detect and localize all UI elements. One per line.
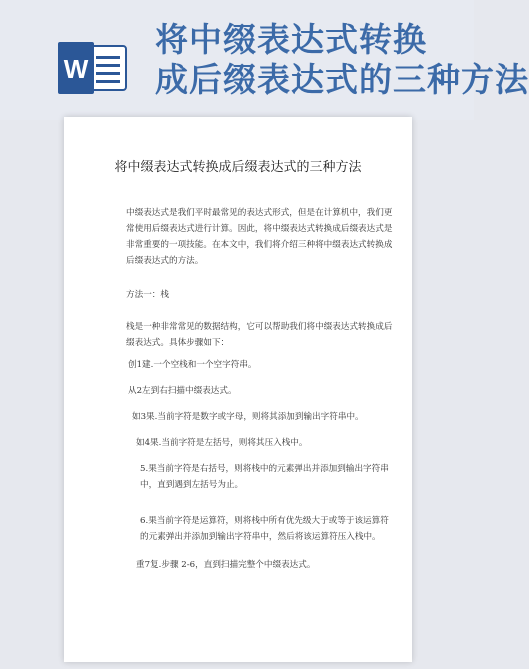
- step-4: 如4果.当前字符是左括号，则将其压入栈中。: [136, 438, 308, 448]
- intro-paragraph: 中缀表达式是我们平时最常见的表达式形式，但是在计算机中，我们更常使用后缀表达式进行计算。因此，将中缀表达式转换成后缀表达式是非常重要的一项技能。在本文中，我们将介绍三种将中缀表达式转换成后缀表达式的方法。: [126, 208, 393, 266]
- step-6: 6.果当前字符是运算符，则将栈中所有优先级大于或等于该运算符的元素弹出并添加到输出字符串中，然后将该运算符压入栈中。: [140, 516, 389, 542]
- header-banner: [0, 0, 529, 120]
- step-5: 5.果当前字符是右括号，则将栈中的元素弹出并添加到输出字符串中，直到遇到左括号为止。: [140, 464, 389, 490]
- step-2: 从2左到右扫描中缀表达式。: [128, 386, 237, 396]
- method1-heading: 方法一：栈: [126, 290, 169, 300]
- banner-title: [155, 20, 529, 100]
- method1-description: 栈是一种非常常见的数据结构，它可以帮助我们将中缀表达式转换成后缀表达式。具体步骤如下：: [126, 322, 393, 348]
- logo-letter: W: [63, 54, 89, 84]
- banner-title-line-1: 将中缀表达式转换: [155, 20, 427, 59]
- document-title: 将中缀表达式转换成后缀表达式的三种方法: [114, 160, 362, 175]
- step-3: 如3果.当前字符是数字或字母，则将其添加到输出字符串中。: [132, 412, 364, 422]
- word-document-icon: [56, 42, 130, 94]
- step-1: 创1建.一个空栈和一个空字符串。: [128, 360, 257, 370]
- document-page: [64, 117, 412, 662]
- banner-title-line-2: 成后缀表达式的三种方法: [155, 60, 529, 99]
- step-7: 重7复.步骤 2-6，直到扫描完整个中缀表达式。: [136, 560, 316, 570]
